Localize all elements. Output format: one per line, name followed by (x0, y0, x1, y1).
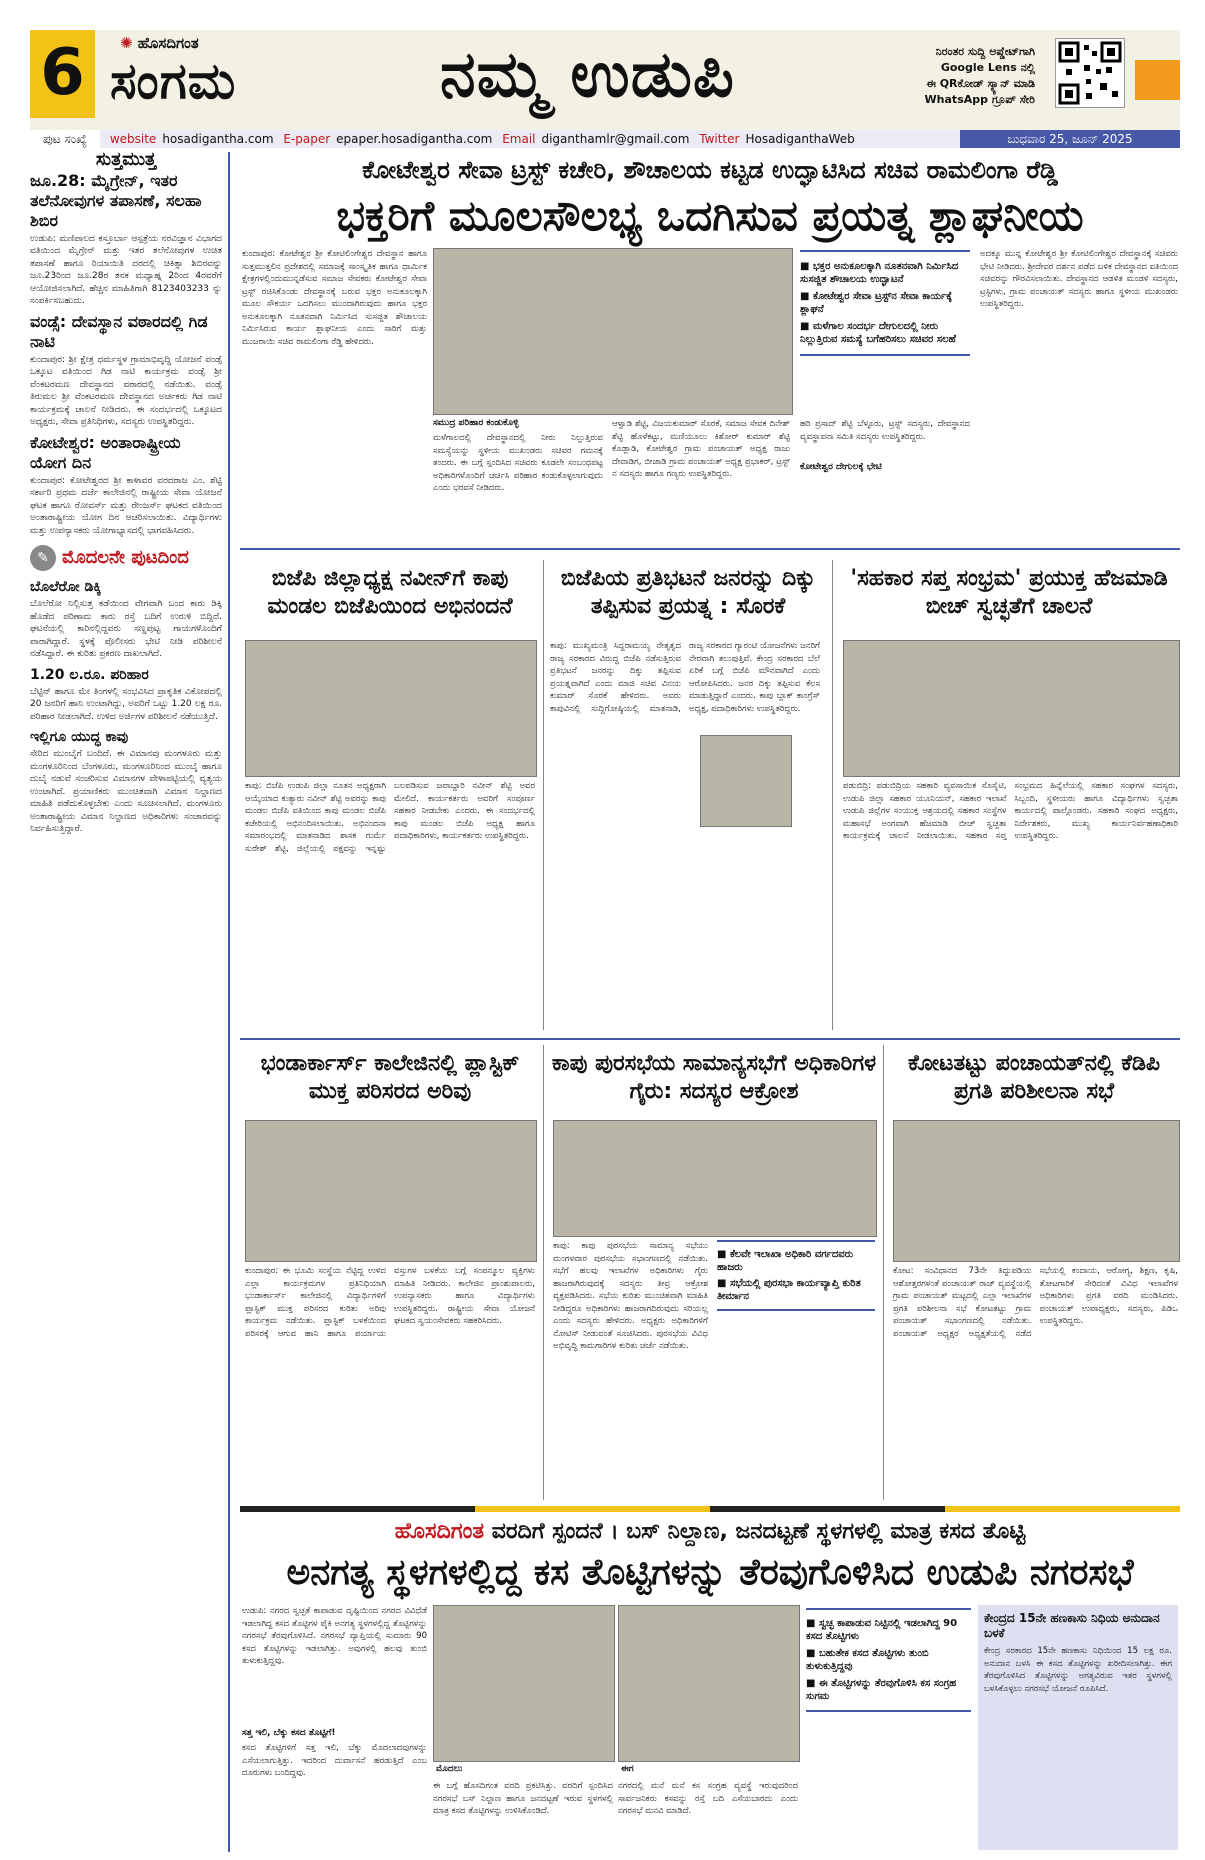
lead-photo (433, 248, 793, 415)
masthead (30, 30, 1180, 130)
divider (883, 1045, 884, 1500)
bottom-body-2: ಕಸದ ತೊಟ್ಟಿಗಳಿಗೆ ಸತ್ತ ಇಲಿ, ಬೆಕ್ಕು ಮೊದಲಾದವುಗಳನ್ನು ಎಸೆಯಲಾಗುತ್ತಿತ್ತು. ಇದರಿಂದ ದುರ್ವಾಸನೆ ಹರಡುತ್ತಿದೆ ಎಂಬ ದೂರುಗಳು ಬಂದಿದ್ದವು. (242, 1743, 427, 1778)
story7-photo (893, 1120, 1180, 1262)
divider (240, 548, 1180, 550)
story3-headline: ಬಿಜೆಪಿಯ ಪ್ರತಿಭಟನೆ ಜನರನ್ನು ದಿಕ್ಕು ತಪ್ಪಿಸುವ ಪ್ರಯತ್ನ : ಸೊರಕೆ (560, 566, 816, 619)
lead-subheading: ಕೋಟೇಶ್ವರ ದೇಗುಲಕ್ಕೆ ಭೇಟಿ (800, 462, 882, 472)
bottom-subheading: ಸತ್ತ ಇಲಿ, ಬೆಕ್ಕು ಕಸದ ತೊಟ್ಟಿಗೆ! (242, 1728, 336, 1738)
twitter-label: Twitter (699, 132, 740, 146)
divider (832, 560, 833, 1030)
page-number: 6 (30, 30, 95, 118)
epaper-link[interactable]: epaper.hosadigantha.com (336, 132, 493, 146)
after-photo (618, 1605, 800, 1762)
story6-body: ಕಾಪು: ಕಾಪು ಪುರಸಭೆಯ ಸಾಮಾನ್ಯ ಸಭೆಯು ಮಂಗಳವಾರ ಪುರಸಭೆಯ ಸಭಾಂಗಣದಲ್ಲಿ ನಡೆಯಿತು. ಸಭೆಗೆ ಹಲವು ಇಲಾಖೆಗಳ ಅಧಿಕಾರಿಗಳು ಗೈರು ಹಾಜರಾಗಿರುವುದಕ್ಕೆ ಸದಸ್ಯರು ತೀವ್ರ ಆಕ್ರೋಶ ವ್ಯಕ್ತಪಡಿಸಿದರು. ಸಭೆಯ ಕುರಿತು ಮುಂಚಿತವಾಗಿ ಮಾಹಿತಿ ನೀಡಿದ್ದರೂ ಅಧಿಕಾರಿಗಳು ಹಾಜರಾಗದಿರುವುದು ಸರಿಯಲ್ಲ ಎಂದು ಸದಸ್ಯರು ಹೇಳಿದರು. ಅಧ್ಯಕ್ಷರು ಅಧಿಕಾರಿಗಳಿಗೆ ನೋಟಿಸ್ ನೀಡುವಂತೆ ಸೂಚಿಸಿದರು. ಪುರಸಭೆಯ ವಿವಿಧ ಅಭಿವೃದ್ಧಿ ಕಾಮಗಾರಿಗಳ ಕುರಿತು ಚರ್ಚೆ ನಡೆಯಿತು. (553, 1241, 708, 1351)
bottom-highlights: ■ ಸ್ವಚ್ಛ ಕಾಪಾಡುವ ನಿಟ್ಟಿನಲ್ಲಿ ಇಡಲಾಗಿದ್ದ 90 ಕಸದ ತೊಟ್ಟಿಗಳು ■ ಬಹುತೇಕ ಕಸದ ತೊಟ್ಟಿಗಳು ತುಂಬಿ ತುಳುಕುತ್ತಿದ್ದವು ■ ಈ ತೊಟ್ಟಿಗಳನ್ನು ತೆರವುಗೊಳಿಸಿ ಕಸ ಸಂಗ್ರಹ ಸುಗಮ (806, 1608, 971, 1712)
pencil-icon: ✎ (30, 545, 56, 571)
continued-header: ✎ ಮೊದಲನೇ ಪುಟದಿಂದ (30, 545, 222, 571)
story4-body: ಪಡುಬಿದ್ರಿ: ಪಡುಬಿದ್ರಿಯ ಸಹಕಾರಿ ವ್ಯವಸಾಯಿಕ ಸೊಸೈಟಿ, ಉಡುಪಿ ಜಿಲ್ಲಾ ಸಹಕಾರ ಯೂನಿಯನ್, ಸಹಕಾರ ಇಲಾಖೆ ಉಡುಪಿ ಜಿಲ್ಲೆಗಳ ಸಂಯುಕ್ತ ಆಶ್ರಯದಲ್ಲಿ ಸಹಕಾರ ಸಂಸ್ಥೆಗಳ ಮಹಾಸಭೆ ಅಂಗವಾಗಿ ಹೆಜಮಾಡಿ ಬೀಚ್ ಸ್ವಚ್ಛತಾ ಕಾರ್ಯಕ್ರಮಕ್ಕೆ ಚಾಲನೆ ನೀಡಲಾಯಿತು. ಸಹಕಾರ ಸಪ್ತ ಸಂಭ್ರಮದ ಹಿನ್ನೆಲೆಯಲ್ಲಿ ಸಹಕಾರ ಸಂಘಗಳ ಸದಸ್ಯರು, ಸಿಬ್ಬಂದಿ, ಸ್ಥಳೀಯರು ಹಾಗೂ ವಿದ್ಯಾರ್ಥಿಗಳು ಸ್ವಚ್ಛತಾ ಕಾರ್ಯದಲ್ಲಿ ಪಾಲ್ಗೊಂಡರು. ಸಹಕಾರಿ ಸಂಘದ ಅಧ್ಯಕ್ಷರು, ನಿರ್ದೇಶಕರು, ಮುಖ್ಯ ಕಾರ್ಯನಿರ್ವಹಣಾಧಿಕಾರಿ ಉಪಸ್ಥಿತರಿದ್ದರು. (843, 781, 1178, 841)
email-label: Email (502, 132, 536, 146)
epaper-label: E-paper (283, 132, 331, 146)
article-title: ಬೊಲೆರೋ ಡಿಕ್ಕಿ (30, 579, 102, 595)
story6-photo (553, 1120, 877, 1237)
photo-caption: ಸಮುದ್ರ ಪರಿಹಾರ ಕಂಡುಕೊಳ್ಳಿ (433, 418, 519, 428)
story6-headline: ಕಾಪು ಪುರಸಭೆಯ ಸಾಮಾನ್ಯಸಭೆಗೆ ಅಧಿಕಾರಿಗಳ ಗೈರು: ಸದಸ್ಯರ ಆಕ್ರೋಶ (551, 1051, 877, 1104)
story6-highlights: ■ ಕೆಲವೇ ಇಲಾಖಾ ಅಧಿಕಾರಿ ವರ್ಗದವರು ಹಾಜರು ■ ಸಭೆಯಲ್ಲಿ ಪುರಸಭಾ ಕಾರ್ಯವ್ಯಾಪ್ತಿ ಕುರಿತ ತೀರ್ಮಾನ (717, 1240, 875, 1311)
divider (543, 1045, 544, 1500)
article-title: ವಂಡ್ಸೆ: ದೇವಸ್ಥಾನ ವಠಾರದಲ್ಲಿ ಗಿಡ ನಾಟಿ (30, 311, 208, 351)
lead-column-2: ಮಳೆಗಾಲದಲ್ಲಿ ದೇವಸ್ಥಾನದಲ್ಲಿ ನೀರು ನಿಲ್ಲುತ್ತಿರುವ ಸಮಸ್ಯೆಯನ್ನು ಸ್ಥಳೀಯ ಮುಖಂಡರು ಸಚಿವರ ಗಮನಕ್ಕೆ ತಂದರು. ಈ ಬಗ್ಗೆ ಸ್ಪಂದಿಸಿದ ಸಚಿವರು ಕೂಡಲೇ ಸಂಬಂಧಪಟ್ಟ ಅಧಿಕಾರಿಗಳೊಂದಿಗೆ ಚರ್ಚಿಸಿ ಪರಿಹಾರ ಕಂಡುಕೊಳ್ಳಲಾಗುವುದು ಎಂದು ಭರವಸೆ ನೀಡಿದರು. (433, 433, 603, 493)
story7-body: ಕೋಟ: ಸಂವಿಧಾನದ 73ನೇ ತಿದ್ದುಪಡಿಯ ಆಶೋತ್ತರಗಳಂತೆ ಪಂಚಾಯತ್ ರಾಜ್ ವ್ಯವಸ್ಥೆಯಲ್ಲಿ ಗ್ರಾಮ ಪಂಚಾಯತ್ ಮಟ್ಟದಲ್ಲಿ ಎಲ್ಲಾ ಇಲಾಖೆಗಳ ಪ್ರಗತಿ ಪರಿಶೀಲನಾ ಸಭೆ ಕೋಟತಟ್ಟು ಗ್ರಾಮ ಪಂಚಾಯತ್ ಸಭಾಂಗಣದಲ್ಲಿ ನಡೆಯಿತು. ಪಂಚಾಯತ್ ಅಧ್ಯಕ್ಷರ ಅಧ್ಯಕ್ಷತೆಯಲ್ಲಿ ನಡೆದ ಸಭೆಯಲ್ಲಿ ಕಂದಾಯ, ಆರೋಗ್ಯ, ಶಿಕ್ಷಣ, ಕೃಷಿ, ತೋಟಗಾರಿಕೆ ಸೇರಿದಂತೆ ವಿವಿಧ ಇಲಾಖೆಗಳ ಅಧಿಕಾರಿಗಳು ಪ್ರಗತಿ ವರದಿ ಮಂಡಿಸಿದರು. ಪಂಚಾಯತ್ ಉಪಾಧ್ಯಕ್ಷರು, ಸದಸ್ಯರು, ಪಿಡಿಒ ಉಪಸ್ಥಿತರಿದ್ದರು. (893, 1266, 1178, 1339)
story2-body: ಕಾಪು: ಬಿಜೆಪಿ ಉಡುಪಿ ಜಿಲ್ಲಾ ನೂತನ ಅಧ್ಯಕ್ಷರಾಗಿ ಆಯ್ಕೆಯಾದ ಕುತ್ಯಾರು ನವೀನ್ ಶೆಟ್ಟಿ ಅವರನ್ನು ಕಾಪು ಮಂಡಲ ಬಿಜೆಪಿ ವತಿಯಿಂದ ಕಾಪು ಮಂಡಲ ಬಿಜೆಪಿ ಕಚೇರಿಯಲ್ಲಿ ಅಭಿನಂದಿಸಲಾಯಿತು. ಅಭಿನಂದನಾ ಸಮಾರಂಭದಲ್ಲಿ ಮಾತನಾಡಿದ ಶಾಸಕ ಗುರ್ಮೆ ಸುರೇಶ್ ಶೆಟ್ಟಿ, ಜಿಲ್ಲೆಯಲ್ಲಿ ಪಕ್ಷವನ್ನು ಇನ್ನಷ್ಟು ಬಲಪಡಿಸುವ ಜವಾಬ್ದಾರಿ ನವೀನ್ ಶೆಟ್ಟಿ ಅವರ ಮೇಲಿದೆ. ಕಾರ್ಯಕರ್ತರು ಅವರಿಗೆ ಸಂಪೂರ್ಣ ಸಹಕಾರ ನೀಡಬೇಕು ಎಂದರು. ಈ ಸಂದರ್ಭದಲ್ಲಿ ಕಾಪು ಮಂಡಲ ಬಿಜೆಪಿ ಅಧ್ಯಕ್ಷ ಹಾಗೂ ಪದಾಧಿಕಾರಿಗಳು, ಕಾರ್ಯಕರ್ತರು ಉಪಸ್ಥಿತರಿದ್ದರು. (245, 781, 535, 854)
story4-headline: 'ಸಹಕಾರ ಸಪ್ತ ಸಂಭ್ರಮ' ಪ್ರಯುಕ್ತ ಹೆಜಮಾಡಿ ಬೀಚ್ ಸ್ವಚ್ಛತೆಗೆ ಚಾಲನೆ (850, 566, 1168, 619)
bottom-body-1: ಉಡುಪಿ: ನಗರದ ಸ್ವಚ್ಛತೆ ಕಾಪಾಡುವ ದೃಷ್ಟಿಯಿಂದ ನಗರದ ವಿವಿಧೆಡೆ ಇಡಲಾಗಿದ್ದ ಕಸದ ತೊಟ್ಟಿಗಳ ಪೈಕಿ ಅನಗತ್ಯ ಸ್ಥಳಗಳಲ್ಲಿದ್ದ ತೊಟ್ಟಿಗಳನ್ನು ನಗರಸಭೆ ತೆರವುಗೊಳಿಸಿದೆ. ನಗರಸಭೆ ವ್ಯಾಪ್ತಿಯಲ್ಲಿ ಸುಮಾರು 90 ಕಸದ ತೊಟ್ಟಿಗಳನ್ನು ಇಡಲಾಗಿತ್ತು. ಅವುಗಳಲ್ಲಿ ಹಲವು ತುಂಬಿ ತುಳುಕುತ್ತಿದ್ದವು. (242, 1606, 427, 1666)
article-title: ಕೋಟೇಶ್ವರ: ಅಂತಾರಾಷ್ಟ್ರೀಯ ಯೋಗ ದಿನ (30, 432, 181, 472)
article-body: ಸೇರಿದ ಮುಂಬೈಗೆ ಬಂದಿದೆ. ಈ ವಿಮಾನವು ಮಂಗಳೂರು ಮತ್ತು ಮಂಗಳೂರಿನಿಂದ ಬೆಂಗಳೂರು, ಮಂಗಳೂರಿನಿಂದ ಮುಂಬೈ ಹಾಗೂ ದುಬೈ ನಡುವೆ ಸಂಚರಿಸುವ ವಿಮಾನಗಳ ವೇಳಾಪಟ್ಟಿಯಲ್ಲಿ ವ್ಯತ್ಯಯ ಉಂಟಾಗಿದೆ. ಪ್ರಯಾಣಿಕರು ಮುಂಚಿತವಾಗಿ ವಿಮಾನ ನಿಲ್ದಾಣದ ಮಾಹಿತಿ ಪಡೆದುಕೊಳ್ಳಬೇಕು ಎಂದು ಸೂಚಿಸಲಾಗಿದೆ. ಮಂಗಳೂರು ಅಂತಾರಾಷ್ಟ್ರೀಯ ವಿಮಾನ ನಿಲ್ದಾಣದ ಅಧಿಕಾರಿಗಳು ಸಂಚಾರವನ್ನು ನಿರ್ವಹಿಸುತ್ತಿದ್ದಾರೆ. (30, 749, 222, 834)
bottom-sidebar (978, 1605, 1178, 1850)
article-body: ಕುಂದಾಪುರ: ಕೋಟೇಶ್ವರದ ಶ್ರೀ ಕಾಳಾವರ ವರದರಾಜ ಎಂ. ಶೆಟ್ಟಿ ಸರ್ಕಾರಿ ಪ್ರಥಮ ದರ್ಜೆ ಕಾಲೇಜಿನಲ್ಲಿ ರಾಷ್ಟ್ರೀಯ ಸೇವಾ ಯೋಜನೆ ಘಟಕ ಹಾಗೂ ರೋವರ್ಸ್ ಮತ್ತು ರೇಂಜರ್ಸ್ ಘಟಕದ ವತಿಯಿಂದ ಅಂತಾರಾಷ್ಟ್ರೀಯ ಯೋಗ ದಿನ ಆಚರಿಸಲಾಯಿತು. ವಿದ್ಯಾರ್ಥಿಗಳು ಮತ್ತು ಉಪನ್ಯಾಸಕರು ಯೋಗಾಭ್ಯಾಸದಲ್ಲಿ ಭಾಗವಹಿಸಿದರು. (30, 475, 222, 536)
article-title: ಇಲ್ಲಿಗೂ ಯುದ್ಧ ಕಾವು (30, 729, 129, 745)
pages-label: ಪುಟ ಸಂಖ್ಯೆ (30, 130, 100, 148)
left-column (30, 149, 230, 1852)
lead-headline: ಭಕ್ತರಿಗೆ ಮೂಲಸೌಲಭ್ಯ ಒದಗಿಸುವ ಪ್ರಯತ್ನ ಶ್ಲಾಘನೀಯ (336, 191, 1084, 240)
before-photo (433, 1605, 615, 1762)
bottom-headline: ಅನಗತ್ಯ ಸ್ಥಳಗಳಲ್ಲಿದ್ದ ಕಸ ತೊಟ್ಟಿಗಳನ್ನು ತೆರವುಗೊಳಿಸಿದ ಉಡುಪಿ ನಗರಸಭೆ (286, 1552, 1134, 1593)
story5-photo (245, 1120, 537, 1262)
website-label: website (109, 132, 157, 146)
date: ಬುಧವಾರ 25, ಜೂನ್ 2025 (960, 130, 1180, 148)
qr-instructions: ನಿರಂತರ ಸುದ್ದಿ ಅಪ್ಡೇಟ್‌ಗಾಗಿ Google Lens ನಲ್ಲಿ ಈ QRಕೋಡ್ ಸ್ಕ್ಯಾನ್ ಮಾಡಿ WhatsApp ಗ್ರೂಪ್ ಸೇರಿ (924, 45, 1035, 106)
article-title: 1.20 ಲ.ರೂ. ಪರಿಹಾರ (30, 666, 149, 683)
article-body: ಬೊಲೆರೋ ನಿಲ್ಲಿಸುತ್ತ ಕಡೆಯಿಂದ ವೇಗವಾಗಿ ಬಂದ ಕಾರು ಡಿಕ್ಕಿ ಹೊಡೆದ ಪರಿಣಾಮ ಕಾರು ರಸ್ತೆ ಬದಿಗೆ ಉರುಳಿ ಬಿದ್ದಿದೆ. ಘಟನೆಯಲ್ಲಿ ಕಾರಿನಲ್ಲಿದ್ದವರು ಸಣ್ಣಪುಟ್ಟ ಗಾಯಗಳೊಂದಿಗೆ ಪಾರಾಗಿದ್ದಾರೆ. ಸ್ಥಳಕ್ಕೆ ಪೊಲೀಸರು ಭೇಟಿ ನೀಡಿ ಪರಿಶೀಲನೆ ನಡೆಸಿದ್ದಾರೆ. ಈ ಕುರಿತು ಪ್ರಕರಣ ದಾಖಲಾಗಿದೆ. (30, 599, 222, 659)
story5-body: ಕುಂದಾಪುರ: ಈ ಭೂಮಿ ಸಂಸ್ಥೆಯ ನೆಟ್ಟಿದ್ದ ಉಳಿದ ಎಲ್ಲಾ ಕಾರ್ಯಕ್ರಮಗಳ ಪ್ರತಿನಿಧಿಯಾಗಿ ಭಂಡಾರ್ಕಾರ್ಸ್ ಕಾಲೇಜಿನಲ್ಲಿ ವಿದ್ಯಾರ್ಥಿಗಳಿಗೆ ಪ್ಲಾಸ್ಟಿಕ್ ಮುಕ್ತ ಪರಿಸರದ ಕುರಿತು ಅರಿವು ಕಾರ್ಯಕ್ರಮ ನಡೆಯಿತು. ಪ್ಲಾಸ್ಟಿಕ್ ಬಳಕೆಯಿಂದ ಪರಿಸರಕ್ಕೆ ಆಗುವ ಹಾನಿ ಹಾಗೂ ಪರ್ಯಾಯ ವಸ್ತುಗಳ ಬಳಕೆಯ ಬಗ್ಗೆ ಸಂಪನ್ಮೂಲ ವ್ಯಕ್ತಿಗಳು ಮಾಹಿತಿ ನೀಡಿದರು. ಕಾಲೇಜಿನ ಪ್ರಾಂಶುಪಾಲರು, ಉಪನ್ಯಾಸಕರು ಹಾಗೂ ವಿದ್ಯಾರ್ಥಿಗಳು ಉಪಸ್ಥಿತರಿದ್ದರು. ರಾಷ್ಟ್ರೀಯ ಸೇವಾ ಯೋಜನೆ ಘಟಕದ ಸ್ವಯಂಸೇವಕರು ಸಹಕರಿಸಿದರು. (245, 1266, 535, 1339)
lead-column-4: ಹರಿ ಪ್ರಸಾದ್ ಶೆಟ್ಟಿ ಬೆಳ್ಳೂರು, ಟ್ರಸ್ಟ್ ಸದಸ್ಯರು, ದೇವಸ್ಥಾನದ ವ್ಯವಸ್ಥಾಪನಾ ಸಮಿತಿ ಸದಸ್ಯರು ಉಪಸ್ಥಿತರಿದ್ದರು. (800, 419, 970, 442)
lead-kicker: ಕೋಟೇಶ್ವರ ಸೇವಾ ಟ್ರಸ್ಟ್ ಕಚೇರಿ, ಶೌಚಾಲಯ ಕಟ್ಟಡ ಉದ್ಘಾಟಿಸಿದ ಸಚಿವ ರಾಮಲಿಂಗಾ ರೆಡ್ಡಿ (362, 156, 1058, 184)
website-link[interactable]: hosadigantha.com (162, 132, 274, 146)
story3-body: ಕಾಪು: ಮುಖ್ಯಮಂತ್ರಿ ಸಿದ್ದರಾಮಯ್ಯ ನೇತೃತ್ವದ ರಾಜ್ಯ ಸರಕಾರದ ವಿರುದ್ಧ ಬಿಜೆಪಿ ನಡೆಸುತ್ತಿರುವ ಪ್ರತಿಭಟನೆ ಜನರನ್ನು ದಿಕ್ಕು ತಪ್ಪಿಸುವ ಪ್ರಯತ್ನವಾಗಿದೆ ಎಂದು ಮಾಜಿ ಸಚಿವ ವಿನಯ ಕುಮಾರ್ ಸೊರಕೆ ಹೇಳಿದರು. ಅವರು ಕಾಪುವಿನಲ್ಲಿ ಸುದ್ದಿಗೋಷ್ಠಿಯಲ್ಲಿ ಮಾತನಾಡಿ, ರಾಜ್ಯ ಸರಕಾರದ ಗ್ಯಾರಂಟಿ ಯೋಜನೆಗಳು ಜನರಿಗೆ ನೇರವಾಗಿ ತಲುಪುತ್ತಿವೆ. ಕೇಂದ್ರ ಸರಕಾರದ ಬೆಲೆ ಏರಿಕೆ ಬಗ್ಗೆ ಬಿಜೆಪಿ ಮೌನವಾಗಿದೆ ಎಂದು ಆರೋಪಿಸಿದರು. ಜನರ ದಿಕ್ಕು ತಪ್ಪಿಸುವ ಕೆಲಸ ಮಾಡುತ್ತಿದ್ದಾರೆ ಎಂದರು. ಕಾಪು ಬ್ಲಾಕ್ ಕಾಂಗ್ರೆಸ್ ಅಧ್ಯಕ್ಷ, ಪದಾಧಿಕಾರಿಗಳು ಉಪಸ್ಥಿತರಿದ್ದರು. (550, 641, 820, 714)
bottom-body-4: ನಗರದಲ್ಲಿ ಮನೆ ಮನೆ ಕಸ ಸಂಗ್ರಹ ವ್ಯವಸ್ಥೆ ಇರುವುದರಿಂದ ಸಾರ್ವಜನಿಕರು ಕಸವನ್ನು ರಸ್ತೆ ಬದಿ ಎಸೆಯಬಾರದು ಎಂದು ನಗರಸಭೆ ಮನವಿ ಮಾಡಿದೆ. (618, 1781, 798, 1816)
article-body: ಬೆಟ್ಟಿನ್ ಹಾಗೂ ಮೇ ತಿಂಗಳಲ್ಲಿ ಸಂಭವಿಸಿದ ಪ್ರಾಕೃತಿಕ ವಿಕೋಪದಲ್ಲಿ 20 ಜನರಿಗೆ ಹಾನಿ ಉಂಟಾಗಿದ್ದು, ಅವರಿಗೆ ಒಟ್ಟು 1.20 ಲಕ್ಷ ರೂ. ಪರಿಹಾರ ನೀಡಲಾಗಿದೆ. ಉಳಿದ ಅರ್ಜಿಗಳ ಪರಿಶೀಲನೆ ನಡೆಯುತ್ತಿದೆ. (30, 686, 222, 722)
brand-logo-small: ✺ ಹೊಸದಿಗಂತ (120, 34, 199, 52)
sidebar-body: ಕೇಂದ್ರ ಸರಕಾರದ 15ನೇ ಹಣಕಾಸು ನಿಧಿಯಿಂದ 15 ಲಕ್ಷ ರೂ. ಅನುದಾನ ಬಳಸಿ ಈ ಕಸದ ತೊಟ್ಟಿಗಳನ್ನು ಖರೀದಿಸಲಾಗಿತ್ತು. ಈಗ ತೆರವುಗೊಳಿಸಿದ ತೊಟ್ಟಿಗಳನ್ನು ಅಗತ್ಯವಿರುವ ಇತರ ಸ್ಥಳಗಳಲ್ಲಿ ಬಳಸಿಕೊಳ್ಳಲು ನಗರಸಭೆ ಯೋಜನೆ ರೂಪಿಸಿದೆ. (984, 1646, 1172, 1694)
section-name: ಸಂಗಮ (110, 52, 237, 110)
story5-headline: ಭಂಡಾರ್ಕಾರ್ಸ್ ಕಾಲೇಜಿನಲ್ಲಿ ಪ್ಲಾಸ್ಟಿಕ್ ಮುಕ್ತ ಪರಿಸರದ ಅರಿವು (260, 1051, 520, 1104)
article-body: ಕುಂದಾಪುರ: ಶ್ರೀ ಕ್ಷೇತ್ರ ಧರ್ಮಸ್ಥಳ ಗ್ರಾಮಾಭಿವೃದ್ಧಿ ಯೋಜನೆ ವಂಡ್ಸೆ ಒಕ್ಕೂಟ ವತಿಯಿಂದ ಗಿಡ ನಾಟಿ ಕಾರ್ಯಕ್ರಮ ವಂಡ್ಸೆ ಶ್ರೀ ವೆಂಕಟರಮಣ ದೇವಸ್ಥಾನದ ವಠಾರದಲ್ಲಿ ನಡೆಯಿತು. ವಂಡ್ಸೆ ತಿರುಮಲ ಶ್ರೀ ವೆಂಕಟರಮಣ ದೇವಸ್ಥಾನದ ಅರ್ಚಕರು ಗಿಡ ನಾಟಿ ಕಾರ್ಯಕ್ರಮಕ್ಕೆ ಚಾಲನೆ ನೀಡಿದರು. ಈ ಸಂದರ್ಭದಲ್ಲಿ ಒಕ್ಕೂಟದ ಅಧ್ಯಕ್ಷರು, ಸೇವಾ ಪ್ರತಿನಿಧಿಗಳು, ಸದಸ್ಯರು ಉಪಸ್ಥಿತರಿದ್ದರು. (30, 354, 222, 427)
divider (240, 1038, 1180, 1040)
article-title: ಜೂ.28: ಮೈಗ್ರೇನ್, ಇತರ ತಲೆನೋವುಗಳ ತಪಾಸಣೆ, ಸಲಹಾ ಶಿಬಿರ (30, 170, 202, 230)
edition-name: ನಮ್ಮ ಉಡುಪಿ (440, 38, 735, 112)
story7-headline: ಕೋಟತಟ್ಟು ಪಂಚಾಯತ್‌ನಲ್ಲಿ ಕೆಡಿಪಿ ಪ್ರಗತಿ ಪರಿಶೀಲನಾ ಸಭೆ (907, 1051, 1161, 1104)
lead-highlights: ■ ಭಕ್ತರ ಅನುಕೂಲಕ್ಕಾಗಿ ನೂತನವಾಗಿ ನಿರ್ಮಿಸಿದ ಸುಸಜ್ಜಿತ ಶೌಚಾಲಯ ಉದ್ಘಾಟನೆ ■ ಕೋಟೇಶ್ವರ ಸೇವಾ ಟ್ರಸ್ಟ್‌ನ ಸೇವಾ ಕಾರ್ಯಕ್ಕೆ ಶ್ಲಾಘನೆ ■ ಮಳೆಗಾಲ ಸಂದರ್ಭ ದೇಗುಲದಲ್ಲಿ ನೀರು ನಿಲ್ಲುತ್ತಿರುವ ಸಮಸ್ಯೆ ಬಗೆಹರಿಸಲು ಸಚಿವರ ಸಲಹೆ (800, 250, 970, 356)
lead-column-1: ಕುಂದಾಪುರ: ಕೋಟೇಶ್ವರ ಶ್ರೀ ಕೋಟಿಲಿಂಗೇಶ್ವರ ದೇವಸ್ಥಾನ ಹಾಗೂ ಸುತ್ತಮುತ್ತಲಿನ ಪ್ರದೇಶದಲ್ಲಿ ಸಮಾಜಕ್ಕೆ ಸಾಂಸ್ಕೃತಿಕ ಹಾಗೂ ಧಾರ್ಮಿಕ ಕ್ಷೇತ್ರಗಳಲ್ಲಿಂದುಮುನ್ನಡೆಸುವ ಸಮಾಜ ಸೇವಕರು ಕೋಟೇಶ್ವರ ಸೇವಾ ಟ್ರಸ್ಟ್ ರಚಿಸಿಕೊಂಡು ದೇವಸ್ಥಾನಕ್ಕೆ ಬರುವ ಭಕ್ತರ ಅನುಕೂಲಕ್ಕಾಗಿ ಮೂಲ ಸೌಕರ್ಯ ಒದಗಿಸಲು ಮುಂದಾಗಿರುವುದು ಹಾಗೂ ಭಕ್ತರ ಅನುಕೂಲಕ್ಕಾಗಿ ನೂತನವಾಗಿ ನಿರ್ಮಿಸಿದ ಸುಸಜ್ಜಿತ ಶೌಚಾಲಯ ನಿರ್ಮಿಸಿರುವ ಕಾರ್ಯ ಶ್ಲಾಘನೀಯ ಎಂದು ಸಾರಿಗೆ ಮತ್ತು ಮುಜರಾಯಿ ಸಚಿವ ರಾಮಲಿಂಗಾ ರೆಡ್ಡಿ ಹೇಳಿದರು. (242, 249, 427, 347)
divider (543, 560, 544, 1030)
story2-photo (245, 640, 537, 777)
bottom-body-3: ಈ ಬಗ್ಗೆ ಹೊಸದಿಗಂತ ವರದಿ ಪ್ರಕಟಿಸಿತ್ತು. ವರದಿಗೆ ಸ್ಪಂದಿಸಿದ ನಗರಸಭೆ ಬಸ್ ನಿಲ್ದಾಣ ಹಾಗೂ ಜನದಟ್ಟಣೆ ಇರುವ ಸ್ಥಳಗಳಲ್ಲಿ ಮಾತ್ರ ಕಸದ ತೊಟ್ಟಿಗಳನ್ನು ಉಳಿಸಿಕೊಂಡಿದೆ. (433, 1781, 613, 1816)
divider (240, 1506, 1180, 1512)
section-header: ಸುತ್ತಮುತ್ತ (95, 149, 157, 170)
lead-column-3: ಆಳ್ವಾಡಿ ಶೆಟ್ಟಿ, ವಿಜಯಕುಮಾರ್ ಸೊರಕೆ, ಸಮಾಜ ಸೇವಕ ದಿನೇಶ್ ಶೆಟ್ಟಿ ಹೊಳೆಕಟ್ಟು, ಮಣಿಯೂಲು ಕಿಶೋರ್ ಕುಮಾರ್ ಶೆಟ್ಟಿ ಕೊಡ್ಲಾಡಿ, ಕೋಟೇಶ್ವರ ಗ್ರಾಮ ಪಂಚಾಯತ್ ಅಧ್ಯಕ್ಷ ರಾಜು ದೇವಾಡಿಗ, ಬೀಜಾಡಿ ಗ್ರಾಮ ಪಂಚಾಯತ್ ಅಧ್ಯಕ್ಷ ಪ್ರಭಾಕರ್, ಟ್ರಸ್ಟ್ ನ ಸದಸ್ಯರು ಹಾಗೂ ಗಣ್ಯರು ಉಪಸ್ಥಿತರಿದ್ದರು. (612, 419, 790, 479)
article-body: ಉಡುಪಿ: ಮಣಿಪಾಲದ ಕಸ್ತೂರ್ಬಾ ಆಸ್ಪತ್ರೆಯ ನರವಿಜ್ಞಾನ ವಿಭಾಗದ ವತಿಯಿಂದ ಮೈಗ್ರೇನ್ ಮತ್ತು ಇತರ ತಲೆನೋವುಗಳ ಉಚಿತ ತಪಾಸಣೆ ಹಾಗೂ ರಿಯಾಯಿತಿ ದರದಲ್ಲಿ ಚಿಕಿತ್ಸಾ ಶಿಬಿರವನ್ನು ಜೂ.23ರಿಂದ ಜೂ.28ರ ತನಕ ಮಧ್ಯಾಹ್ನ 2ರಿಂದ 4ರವರೆಗೆ ಆಯೋಜಿಸಲಾಗಿದೆ. ಹೆಚ್ಚಿನ ಮಾಹಿತಿಗಾಗಿ 8123403233 ನ್ನು ಸಂಪರ್ಕಿಸಬಹುದು. (30, 233, 222, 306)
story4-photo (843, 640, 1180, 777)
after-caption: ಈಗ (621, 1764, 634, 1774)
story2-headline: ಬಿಜೆಪಿ ಜಿಲ್ಲಾಧ್ಯಕ್ಷ ನವೀನ್‌ಗೆ ಕಾಪು ಮಂಡಲ ಬಿಜೆಪಿಯಿಂದ ಅಭಿನಂದನೆ (267, 566, 513, 619)
bottom-kicker: ಹೊಸದಿಗಂತ ವರದಿಗೆ ಸ್ಪಂದನೆ । ಬಸ್ ನಿಲ್ದಾಣ, ಜನದಟ್ಟಣೆ ಸ್ಥಳಗಳಲ್ಲಿ ಮಾತ್ರ ಕಸದ ತೊಟ್ಟಿ (394, 1519, 1026, 1544)
sidebar-heading: ಕೇಂದ್ರದ 15ನೇ ಹಣಕಾಸು ನಿಧಿಯ ಅನುದಾನ ಬಳಕೆ (984, 1611, 1160, 1640)
email-link[interactable]: diganthamlr@gmail.com (541, 132, 690, 146)
accent-block (1135, 60, 1180, 100)
lead-column-5: ಅದಕ್ಕೂ ಮುನ್ನ ಕೋಟೇಶ್ವರ ಶ್ರೀ ಕೋಟಿಲಿಂಗೇಶ್ವರ ದೇವಸ್ಥಾನಕ್ಕೆ ಸಚಿವರು ಭೇಟಿ ನೀಡಿದರು. ಶ್ರೀದೇವರ ದರ್ಶನ ಪಡೆದ ಬಳಿಕ ದೇವಸ್ಥಾನದ ವತಿಯಿಂದ ಸಚಿವರನ್ನು ಗೌರವಿಸಲಾಯಿತು. ದೇವಸ್ಥಾನದ ಆಡಳಿತ ಮಂಡಳಿ ಸದಸ್ಯರು, ಟ್ರಸ್ಟಿಗಳು, ಗ್ರಾಮ ಪಂಚಾಯತ್ ಸದಸ್ಯರು ಹಾಗೂ ಸ್ಥಳೀಯ ಮುಖಂಡರು ಉಪಸ್ಥಿತರಿದ್ದರು. (980, 249, 1178, 309)
before-caption: ಮೊದಲು (436, 1764, 463, 1774)
qr-code-icon[interactable] (1055, 38, 1125, 108)
twitter-link[interactable]: HosadiganthaWeb (745, 132, 855, 146)
